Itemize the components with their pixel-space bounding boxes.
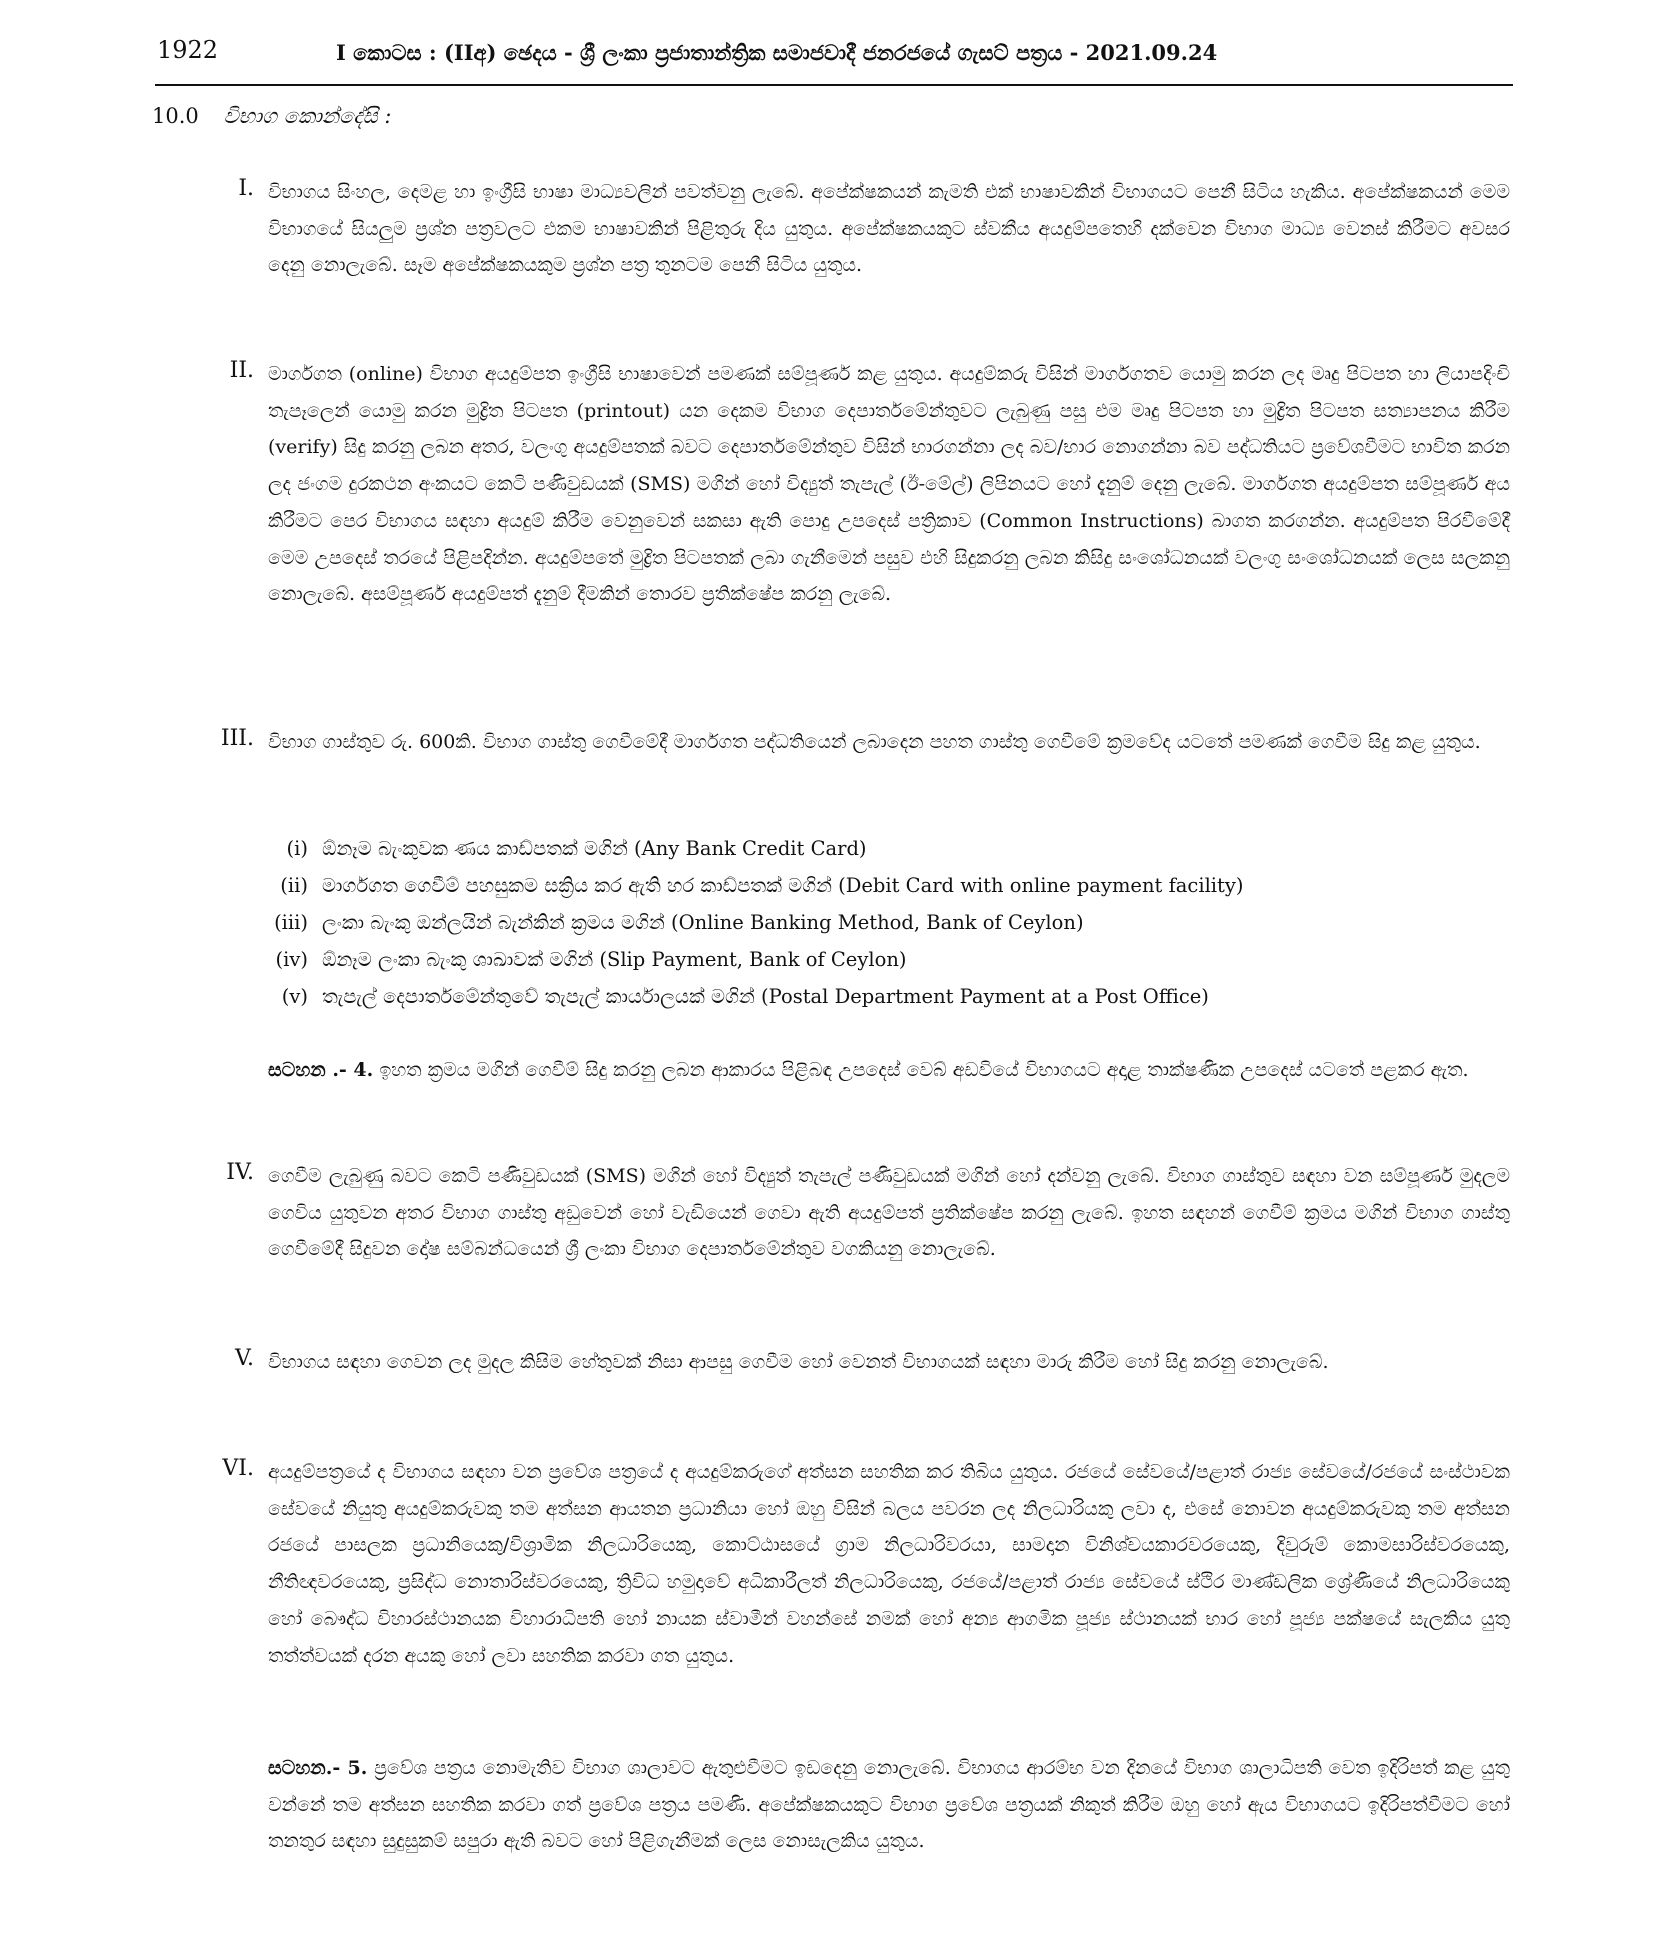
note-4	[268, 1052, 1510, 1089]
list-item	[258, 941, 1244, 978]
list-item-text: ලංකා බැංකු ඔන්ලයින් බැන්කින් ක්‍රමය මගින් (Online Banking Method, Bank of Ceylon)	[322, 911, 1084, 934]
note-label: සටහන .- 4.	[268, 1059, 374, 1081]
section-number: 10.0	[152, 104, 199, 128]
item-number-iii: III.	[220, 726, 254, 751]
note-label: සටහන.- 5.	[268, 1757, 368, 1779]
item-iv-text: ගෙවීම ලැබුණු බවට කෙටි පණිවුඩයක් (SMS) මගින් හෝ විද්‍යුත් තැපැල් පණිවුඩයක් මගින් හෝ දන්වනු ලැබේ. විභාග ගාස්තුව සඳහා වන සම්පූර්ණ මුදලම ගෙවිය යුතුවන අතර විභාග ගාස්තු අඩුවෙන් හෝ වැඩියෙන් ගෙවා ඇති අයදුම්පත් ප්‍රතික්ෂේප කරනු ලැබේ. ඉහත සඳහන් ගෙවීම් ක්‍රමය මගින් විභාග ගාස්තු ගෙවීමේදී සිදුවන දෝෂ සම්බන්ධයෙන් ශ්‍රී ලංකා විභාග දෙපාර්තමේන්තුව වගකියනු නොලැබේ.	[268, 1165, 1510, 1261]
note-5	[268, 1750, 1510, 1860]
list-item-text: ඕනෑම බැංකුවක ණය කාඩ්පතක් මගින් (Any Bank Credit Card)	[322, 837, 867, 860]
item-number-v: V.	[234, 1346, 254, 1371]
list-item	[258, 904, 1244, 941]
item-ii-text: මාර්ගගත (online) විභාග අයදුම්පත ඉංග්‍රීසි භාෂාවෙන් පමණක් සම්පූර්ණ කළ යුතුය. අයදුම්කරු විසින් මාර්ගගතව යොමු කරන ලද මෘදු පිටපත හා ලියාපදිංචි තැපෑලෙන් යොමු කරන මුද්‍රිත පිටපත (printout) යන දෙකම විභාග දෙපාර්තමේන්තුවට ලැබුණු පසු එම මෘදු පිටපත හා මුද්‍රිත පිටපත සත්‍යාපනය කිරීම (verify) සිදු කරනු ලබන අතර, වලංගු අයදුම්පතක් බවට දෙපාර්තමේන්තුව විසින් භාරගන්නා ලද බව/භාර නොගන්නා බව පද්ධතියට ප්‍රවේශවීමට භාවිත කරන ලද ජංගම දුරකථන අංකයට කෙටි පණිවුඩයක් (SMS) මගින් හෝ විද්‍යුත් තැපැල් (ඊ-මේල්) ලිපිනයට හෝ දැනුම් දෙනු ලැබේ. මාර්ගගත අයදුම්පත සම්පූර්ණ අය කිරීමට පෙර විභාගය සඳහා අයදුම් කිරීම වෙනුවෙන් සකසා ඇති පොදු උපදෙස් පත්‍රිකාව (Common Instructions) බාගත කරගන්න. අයදුම්පත පිරවීමේදී මෙම උපදෙස් තරයේ පිළිපදින්න. අයදුම්පතේ මුද්‍රිත පිටපතක් ලබා ගැනීමෙන් පසුව එහි සිදුකරනු ලබන කිසිදු සංශෝධනයක් වලංගු සංශෝධනයක් ලෙස සලකනු නොලැබේ. අසම්පූර්ණ අයදුම්පත් දැනුම් දීමකින් තොරව ප්‍රතික්ෂේප කරනු ලැබේ.	[268, 363, 1510, 606]
payment-methods-list	[258, 830, 1244, 1015]
list-item	[258, 830, 1244, 867]
list-item-number: (v)	[281, 985, 308, 1008]
item-i-text: විභාගය සිංහල, දෙමළ හා ඉංග්‍රීසි භාෂා මාධ්‍යවලින් පවත්වනු ලැබේ. අපේක්ෂකයන් කැමති එක් භාෂාවකින් විභාගයට පෙනී සිටිය හැකිය. අපේක්ෂකයන් මෙම විභාගයේ සියලුම ප්‍රශ්න පත්‍රවලට එකම භාෂාවකින් පිළිතුරු දිය යුතුය. අපේක්ෂකයකුට ස්වකීය අයදුම්පතෙහි දක්වෙන විභාග මාධ්‍ය වෙනස් කිරීමට අවසර දෙනු නොලැබේ. සෑම අපේක්ෂකයකුම ප්‍රශ්න පත්‍ර තුනටම පෙනී සිටිය යුතුය.	[268, 181, 1510, 277]
item-number-ii: II.	[229, 358, 254, 383]
list-item-number: (iv)	[275, 948, 308, 971]
item-number-i: I.	[238, 176, 254, 201]
list-item-number: (ii)	[280, 874, 308, 897]
item-v-text: විභාගය සඳහා ගෙවන ලද මුදල කිසිම හේතුවක් නිසා ආපසු ගෙවීම හෝ වෙනත් විභාගයක් සඳහා මාරු කිරීම හෝ සිදු කරනු නොලැබේ.	[268, 1351, 1329, 1373]
item-number-vi: VI.	[222, 1456, 254, 1481]
list-item-text: ඕනෑම ලංකා බැංකු ශාඛාවක් මගින් (Slip Payment, Bank of Ceylon)	[322, 948, 907, 971]
header-rule	[155, 84, 1513, 86]
list-item-number: (iii)	[274, 911, 308, 934]
item-number-iv: IV.	[226, 1160, 254, 1185]
page-header-title: I කොටස : (IIඅ) ඡෙදය - ශ්‍රී ලංකා ප්‍රජාතාන්ත්‍රික සමාජවාදී ජනරජයේ ගැසට් පත්‍රය - 2021.09.24	[336, 40, 1218, 65]
list-item	[258, 867, 1244, 904]
item-vi-text: අයදුම්පත්‍රයේ ද විභාගය සඳහා වන ප්‍රවේශ පත්‍රයේ ද අයදුම්කරුගේ අත්සන සහතික කර තිබිය යුතුය. රජයේ සේවයේ/පළාත් රාජ්‍ය සේවයේ/රජයේ සංස්ථාවක සේවයේ නියුතු අයදුම්කරුවකු තම අත්සන ආයතන ප්‍රධානියා හෝ ඔහු විසින් බලය පවරන ලද නිලධාරියකු ලවා ද, එසේ නොවන අයදුම්කරුවකු තම අත්සන රජයේ පාසලක ප්‍රධානියෙකු/විශ්‍රාමික නිලධාරියෙකු, කොට්ඨාසයේ ග්‍රාම නිලධාරිවරයා, සාමදාන විනිශ්චයකාරවරයෙකු, දිවුරුම් කොමසාරිස්වරයෙකු, නීතිඥවරයෙකු, ප්‍රසිද්ධ නොතාරිස්වරයෙකු, ත්‍රිවිධ හමුදාවේ අධිකාරීලත් නිලධාරියෙකු, රජයේ/පළාත් රාජ්‍ය සේවයේ ස්ථිර මාණ්ඩලික ශ්‍රේණියේ නිලධාරියෙකු හෝ බෞද්ධ විහාරස්ථානයක විහාරාධිපති හෝ නායක ස්වාමීන් වහන්සේ නමක් හෝ අන්‍ය ආගමික පූජ්‍ය ස්ථානයක් භාර හෝ පූජ්‍ය පක්ෂයේ සැලකිය යුතු තත්ත්වයක් දරන අයකු හෝ ලවා සහතික කරවා ගත යුතුය.	[268, 1461, 1510, 1667]
note-text: ඉහත ක්‍රමය මගින් ගෙවීම් සිදු කරනු ලබන ආකාරය පිළිබඳ උපදෙස් වෙබ් අඩවියේ විභාගයට අදාළ තාක්ෂණික උපදෙස් යටතේ පළකර ඇත.	[373, 1059, 1469, 1081]
page-number: 1922	[157, 36, 219, 64]
list-item-text: මාර්ගගත ගෙවීම් පහසුකම සක්‍රිය කර ඇති හර කාඩ්පතක් මගින් (Debit Card with online payment facility)	[322, 874, 1244, 897]
list-item	[258, 978, 1244, 1015]
list-item-number: (i)	[286, 837, 308, 860]
list-item-text: තැපැල් දෙපාර්තමේන්තුවේ තැපැල් කාර්යාලයක් මගින් (Postal Department Payment at a Post Office)	[322, 985, 1209, 1008]
item-iii-text: විභාග ගාස්තුව රු. 600කි. විභාග ගාස්තු ගෙවීමේදී මාර්ගගත පද්ධතියෙන් ලබාදෙන පහත ගාස්තු ගෙවීමේ ක්‍රමවේද යටතේ පමණක් ගෙවීම සිදු කළ යුතුය.	[268, 731, 1481, 753]
note-text: ප්‍රවේශ පත්‍රය නොමැතිව විභාග ශාලාවට ඇතුළුවීමට ඉඩදෙනු නොලැබේ. විභාගය ආරම්භ වන දිනයේ විභාග ශාලාධිපති වෙත ඉදිරිපත් කළ යුතු වන්නේ තම අත්සන සහතික කරවා ගත් ප්‍රවේශ පත්‍රය පමණි. අපේක්ෂකයකුට විභාග ප්‍රවේශ පත්‍රයක් නිකුත් කිරීම ඔහු හෝ ඇය විභාගයට ඉදිරිපත්වීමට හෝ තනතුර සඳහා සුදුසුකම් සපුරා ඇති බවට හෝ පිළිගැනීමක් ලෙස නොසැලකිය යුතුය.	[268, 1757, 1511, 1853]
section-title: විභාග කොන්දේසි :	[223, 104, 392, 128]
section-heading	[152, 104, 391, 129]
